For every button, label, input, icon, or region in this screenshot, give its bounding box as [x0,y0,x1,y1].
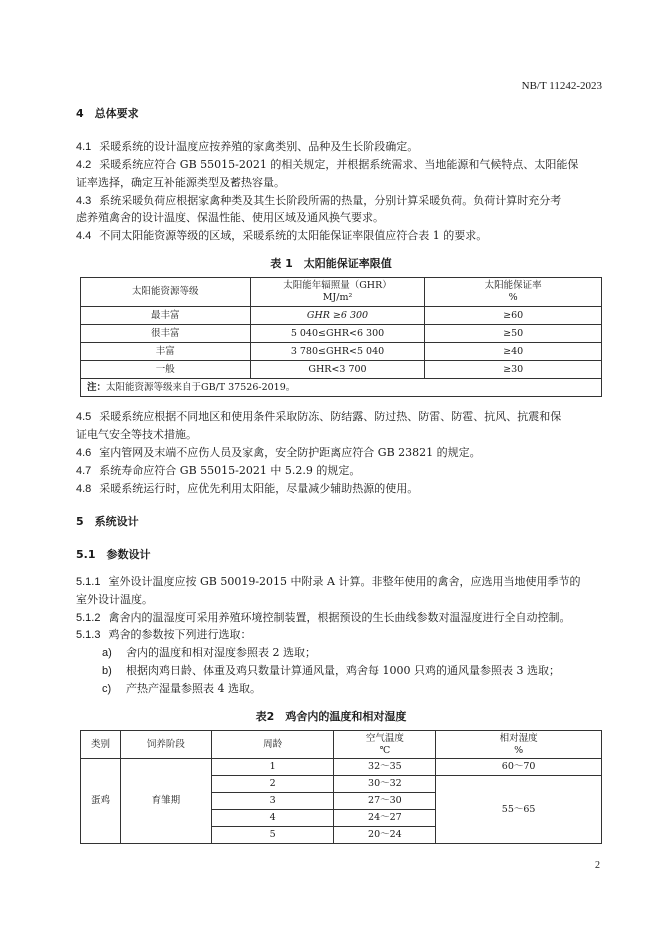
col-header-temp [334,731,436,759]
cell-week: 3 [211,793,334,810]
cell-week: 2 [211,776,334,793]
table-row [81,361,602,379]
cell-category: 蛋鸡 [81,759,121,844]
clause-4-1 [76,139,418,155]
col-header-rate [425,278,602,307]
clause-number: 4.3 [76,195,92,207]
clause-4-5-cont: 证电气安全等技术措施。 [76,428,197,441]
clause-number: 5.1.3 [76,629,101,641]
cell-range: GHR<3 700 [250,361,425,379]
note-label: 注： [87,381,107,393]
list-marker: b) [102,665,112,677]
clause-text: 采暖系统的设计温度应按养殖的家禽类别、品种及生长阶段确定。 [99,140,419,153]
col-header-stage: 饲养阶段 [120,731,211,759]
clause-text: 采暖系统应根据不同地区和使用条件采取防冻、防结露、防过热、防雷、防雹、抗风、抗震和保 [99,410,562,423]
header-line: 相对湿度 [499,732,538,744]
clause-number: 4.4 [76,230,92,242]
clause-4-5 [76,409,561,425]
header-unit: MJ/m² [322,292,353,303]
section-5-1-heading: 5.1 参数设计 [76,548,151,561]
cell-temp: 20～24 [334,827,436,844]
section-4-heading: 4 总体要求 [76,107,139,120]
clause-text: 系统寿命应符合 GB 55015-2021 中 5.2.9 的规定。 [99,464,361,477]
list-text: 舍内的温度和相对湿度参照表 2 选取； [126,646,316,659]
clause-4-3-cont: 虑养殖禽舍的设计温度、保温性能、使用区域及通风换气要求。 [76,211,384,224]
clause-number: 4.7 [76,465,92,477]
table-row [81,343,602,361]
cell-grade: 丰富 [81,343,251,361]
table-1 [80,277,602,397]
table-note [81,379,602,397]
clause-5-1-1-cont: 室外设计温度。 [76,593,153,606]
cell-temp: 24～27 [334,810,436,827]
clause-text: 不同太阳能资源等级的区域，采暖系统的太阳能保证率限值应符合表 1 的要求。 [99,229,488,242]
cell-range: GHR ≥6 300 [250,307,425,325]
note-text: 太阳能资源等级来自于GB/T 37526-2019。 [106,381,296,393]
table-2-header-row [81,731,602,759]
header-line: 空气温度 [365,732,404,744]
clause-number: 4.1 [76,141,92,153]
table-2-caption: 表2 鸡舍内的温度和相对湿度 [255,710,407,723]
clause-number: 4.2 [76,159,92,171]
clause-4-7 [76,463,360,479]
list-text: 根据肉鸡日龄、体重及鸡只数量计算通风量，鸡舍每 1000 只鸡的通风量参照表 3 选取； [126,664,560,677]
section-5-heading: 5 系统设计 [76,515,139,528]
cell-rate: ≥50 [425,325,602,343]
clause-5-1-1 [76,574,580,590]
clause-number: 5.1.2 [76,612,101,624]
list-marker: a) [102,647,112,659]
cell-temp: 32～35 [334,759,436,776]
cell-week: 4 [211,810,334,827]
clause-number: 4.8 [76,483,92,495]
cell-grade: 很丰富 [81,325,251,343]
header-line: 太阳能保证率 [484,280,542,291]
cell-rate: ≥30 [425,361,602,379]
clause-text: 系统采暖负荷应根据家禽种类及其生长阶段所需的热量，分别计算采暖负荷。负荷计算时充分考 [99,194,562,207]
clause-number: 4.6 [76,447,92,459]
list-text: 产热产湿量参照表 4 选取。 [126,682,261,695]
cell-range: 5 040≤GHR<6 300 [250,325,425,343]
table-row [81,759,602,776]
clause-4-2-cont: 证率选择，确定互补能源类型及蓄热容量。 [76,176,285,189]
table-1-header-row [81,278,602,307]
cell-grade: 一般 [81,361,251,379]
cell-rate: ≥40 [425,343,602,361]
clause-number: 4.5 [76,411,92,423]
cell-humidity: 55～65 [436,776,602,844]
header-unit: % [508,292,518,303]
clause-5-1-2 [76,610,570,626]
header-unit: ℃ [379,744,391,756]
cell-temp: 27～30 [334,793,436,810]
clause-4-2 [76,157,578,173]
cell-grade: 最丰富 [81,307,251,325]
list-item [102,681,261,697]
clause-text: 室外设计温度应按 GB 50019-2015 中附录 A 计算。非整年使用的禽舍，应选用当地使用季节的 [108,575,581,588]
table-row [81,307,602,325]
clause-5-1-3 [76,627,251,643]
doc-number: NB/T 11242-2023 [521,80,602,92]
clause-text: 鸡舍的参数按下列进行选取： [108,628,252,641]
table-1-note-row [81,379,602,397]
cell-week: 1 [211,759,334,776]
col-header-humidity [436,731,602,759]
cell-temp: 30～32 [334,776,436,793]
cell-range: 3 780≤GHR<5 040 [250,343,425,361]
list-marker: c) [102,683,112,695]
table-1-caption: 表 1 太阳能保证率限值 [270,257,392,270]
clause-number: 5.1.1 [76,576,101,588]
header-line: 太阳能年辐照量（GHR） [283,280,392,291]
table-row [81,325,602,343]
col-header-category: 类别 [81,731,121,759]
clause-4-8 [76,481,418,497]
clause-4-3 [76,193,561,209]
page-number: 2 [595,860,600,871]
cell-humidity: 60～70 [436,759,602,776]
table-2 [80,730,602,844]
clause-text: 室内管网及末端不应伤人员及家禽，安全防护距离应符合 GB 23821 的规定。 [99,446,481,459]
cell-rate: ≥60 [425,307,602,325]
list-item [102,645,316,661]
clause-text: 采暖系统运行时，应优先利用太阳能，尽量减少辅助热源的使用。 [99,482,419,495]
list-item [102,663,560,679]
clause-4-4 [76,228,487,244]
col-header-grade: 太阳能资源等级 [81,278,251,307]
clause-text: 禽舍内的温湿度可采用养殖环境控制装置，根据预设的生长曲线参数对温湿度进行全自动控制。 [108,611,571,624]
col-header-irradiation [250,278,425,307]
cell-week: 5 [211,827,334,844]
clause-text: 采暖系统应符合 GB 55015-2021 的相关规定，并根据系统需求、当地能源和气候特点、太阳能保 [99,158,579,171]
clause-4-6 [76,445,481,461]
header-unit: % [514,744,524,756]
col-header-week: 周龄 [211,731,334,759]
cell-stage: 育雏期 [120,759,211,844]
